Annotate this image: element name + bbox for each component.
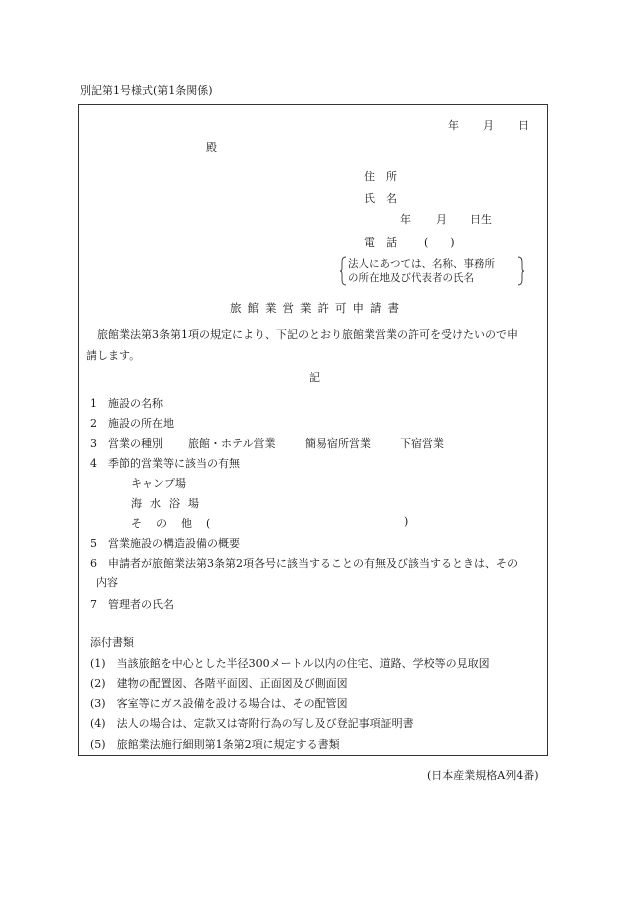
birth-year: 年 <box>400 213 411 226</box>
item-4-camp: キャンプ場 <box>131 477 186 490</box>
corporate-note-line1: 法人にあつては、名称、事務所 <box>348 258 495 270</box>
item-6-line2: 内容 <box>96 576 118 589</box>
intro-line2: 請します。 <box>86 349 141 362</box>
date-day: 日 <box>518 119 529 132</box>
footer-standard: (日本産業規格A列4番) <box>427 769 539 782</box>
birth-day: 日生 <box>470 213 492 226</box>
item-4-beach: 海水浴場 <box>131 497 207 510</box>
date-year: 年 <box>448 119 459 132</box>
intro-line1: 旅館業法第3条第1項の規定により、下記のとおり旅館業営業の許可を受けたいので申 <box>97 328 518 341</box>
corporate-note-line2: の所在地及び代表者の氏名 <box>348 272 474 284</box>
item-6-line1: 6 申請者が旅館業法第3条第2項各号に該当することの有無及び該当するときは、その <box>90 557 518 570</box>
phone-parens: ( ) <box>424 236 455 249</box>
attachment-1: (1) 当該旅館を中心とした半径300メートル以内の住宅、道路、学校等の見取図 <box>90 657 490 670</box>
item-4: 4 季節的営業等に該当の有無 <box>90 457 240 470</box>
attachment-4: (4) 法人の場合は、定款又は寄附行為の写し及び登記事項証明書 <box>90 717 414 730</box>
attachment-3: (3) 客室等にガス設備を設ける場合は、その配管図 <box>90 697 348 710</box>
item-3-label: 3 営業の種別 <box>90 437 163 450</box>
ki-heading: 記 <box>309 371 320 384</box>
attachments-heading: 添付書類 <box>90 636 134 649</box>
date-month: 月 <box>483 119 494 132</box>
item-4-other-close: ) <box>404 515 409 528</box>
item-4-other: その他( <box>131 517 225 530</box>
item-3-option-simple: 簡易宿所営業 <box>305 437 371 450</box>
item-3-option-boarding: 下宿営業 <box>400 437 444 450</box>
name-label: 氏 名 <box>364 192 397 205</box>
item-2: 2 施設の所在地 <box>90 417 174 430</box>
phone-label: 電 話 <box>364 236 397 249</box>
corporate-note <box>340 256 524 286</box>
item-3-option-ryokan: 旅館・ホテル営業 <box>188 437 276 450</box>
address-label: 住 所 <box>364 170 397 183</box>
page-title: 旅館業営業許可申請書 <box>230 301 405 315</box>
attachment-2: (2) 建物の配置図、各階平面図、正面図及び側面図 <box>90 677 348 690</box>
item-5: 5 営業施設の構造設備の概要 <box>90 537 240 550</box>
item-1: 1 施設の名称 <box>90 397 163 410</box>
item-7: 7 管理者の氏名 <box>90 598 174 611</box>
form-label: 別記第1号様式(第1条関係) <box>80 84 213 97</box>
addressee-dono: 殿 <box>206 141 217 154</box>
birth-month: 月 <box>436 213 447 226</box>
attachment-5: (5) 旅館業法施行細則第1条第2項に規定する書類 <box>90 738 340 751</box>
